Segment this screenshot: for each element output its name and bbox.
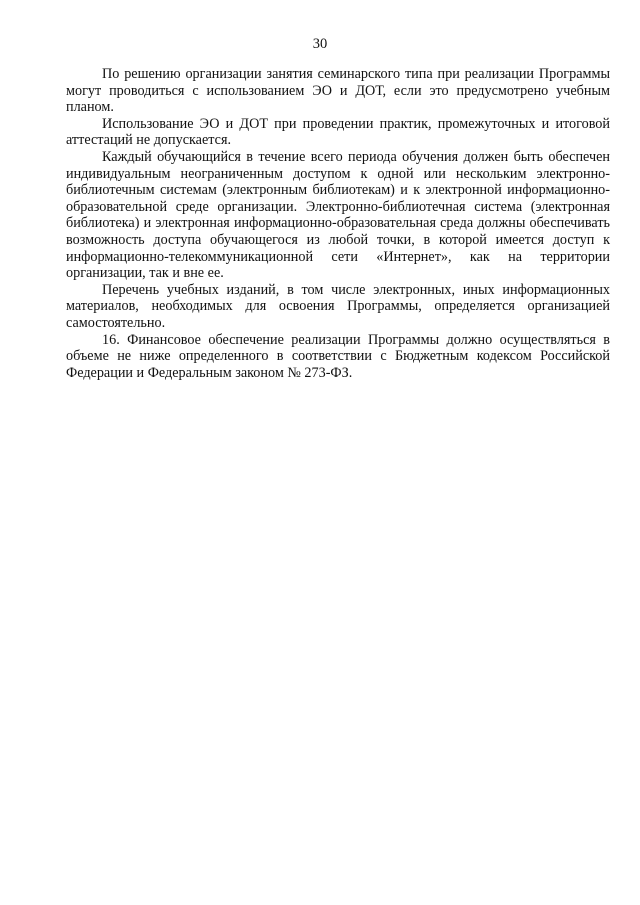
paragraph-financial-support: 16. Финансовое обеспечение реализации Программы должно осуществляться в объеме не ниже определенного в соответствии с Бюджетным кодексом Российской Федерации и Федеральным законом № 273-ФЗ.	[66, 331, 610, 381]
paragraph-educational-materials: Перечень учебных изданий, в том числе электронных, иных информационных материалов, необходимых для освоения Программы, определяется организацией самостоятельно.	[66, 281, 610, 331]
paragraph-library-access: Каждый обучающийся в течение всего периода обучения должен быть обеспечен индивидуальным неограниченным доступом к одной или нескольким электронно-библиотечным системам (электронным библиотекам) и к электронной информационно-образовательной среде организации. Электронно-библиотечная система (электронная библиотека) и электронная информационно-образовательная среда должны обеспечивать возможность доступа обучающегося из любой точки, в которой имеется доступ к информационно-телекоммуникационной сети «Интернет», как на территории организации, так и вне ее.	[66, 148, 610, 282]
page-number: 30	[312, 36, 328, 52]
paragraph-practice-attestation: Использование ЭО и ДОТ при проведении практик, промежуточных и итоговой аттестаций не допускается.	[66, 115, 610, 149]
document-body	[66, 66, 610, 381]
paragraph-seminar-classes: По решению организации занятия семинарского типа при реализации Программы могут проводиться с использованием ЭО и ДОТ, если это предусмотрено учебным планом.	[66, 66, 610, 116]
